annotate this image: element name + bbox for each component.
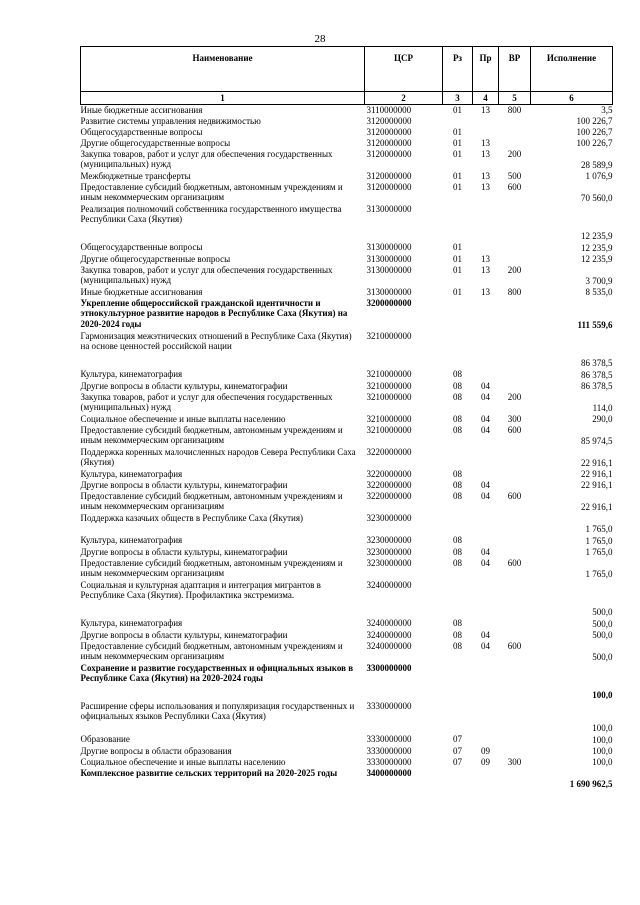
row-vr: 600 bbox=[507, 424, 522, 435]
row-pr bbox=[473, 663, 499, 701]
row-vr: 200 bbox=[507, 391, 522, 402]
row-csr: 3220000000 bbox=[366, 479, 412, 490]
row-rz bbox=[443, 701, 473, 734]
row-rz: 08 bbox=[453, 368, 462, 379]
row-vr bbox=[499, 663, 531, 701]
row-exec: 22 916,1 bbox=[581, 480, 613, 490]
row-pr bbox=[473, 734, 499, 746]
table-row bbox=[81, 701, 613, 734]
row-exec: 500,0 bbox=[592, 630, 613, 640]
row-rz: 01 bbox=[453, 286, 462, 297]
row-csr: 3240000000 bbox=[366, 640, 412, 651]
table-row bbox=[81, 138, 613, 149]
row-name: Другие вопросы в области культуры, кинематографии bbox=[80, 479, 288, 490]
row-pr: 04 bbox=[481, 413, 490, 424]
table-row bbox=[81, 171, 613, 182]
row-exec: 290,0 bbox=[592, 414, 613, 424]
table-row bbox=[81, 105, 613, 116]
row-name: Общегосударственные вопросы bbox=[80, 126, 203, 137]
table-row bbox=[81, 447, 613, 469]
row-csr: 3120000000 bbox=[366, 170, 412, 181]
row-vr: 600 bbox=[507, 181, 522, 192]
row-exec: 70 560,0 bbox=[581, 193, 613, 203]
table-row bbox=[81, 287, 613, 298]
row-rz: 01 bbox=[453, 170, 462, 181]
table-row bbox=[81, 663, 613, 701]
row-pr bbox=[473, 204, 499, 242]
header-vr: ВР bbox=[499, 47, 531, 92]
budget-table bbox=[80, 46, 613, 790]
header-number: 3 bbox=[443, 92, 473, 105]
row-exec: 1 076,9 bbox=[585, 171, 613, 181]
table-row bbox=[81, 547, 613, 558]
row-rz: 01 bbox=[453, 148, 462, 159]
row-vr bbox=[499, 116, 531, 127]
row-name: Иные бюджетные ассигнования bbox=[80, 105, 203, 115]
row-exec: 1 765,0 bbox=[585, 547, 613, 557]
row-rz bbox=[443, 298, 473, 331]
row-vr bbox=[499, 381, 531, 392]
row-pr: 13 bbox=[481, 137, 490, 148]
row-pr: 04 bbox=[481, 490, 490, 501]
row-pr: 04 bbox=[481, 424, 490, 435]
table-row bbox=[81, 618, 613, 630]
table-row bbox=[81, 746, 613, 757]
row-pr: 13 bbox=[481, 264, 490, 275]
row-pr: 13 bbox=[481, 253, 490, 264]
row-exec: 86 378,5 bbox=[581, 370, 613, 380]
row-name: Другие общегосударственные вопросы bbox=[80, 253, 231, 264]
row-name: Культура, кинематография bbox=[80, 617, 183, 628]
row-vr bbox=[499, 127, 531, 138]
row-exec: 1 690 962,5 bbox=[569, 779, 613, 789]
row-vr: 300 bbox=[507, 413, 522, 424]
table-row bbox=[81, 381, 613, 392]
row-name: Предоставление субсидий бюджетным, автономным учреждениям и иным некоммерческим организациям bbox=[80, 181, 343, 202]
row-vr: 600 bbox=[507, 490, 522, 501]
row-exec: 1 765,0 bbox=[585, 536, 613, 546]
row-csr: 3330000000 bbox=[366, 756, 412, 767]
row-name: Образование bbox=[80, 733, 130, 744]
row-csr: 3210000000 bbox=[366, 424, 412, 435]
row-csr: 3220000000 bbox=[366, 446, 412, 457]
row-pr: 09 bbox=[481, 756, 490, 767]
row-csr: 3300000000 bbox=[366, 662, 412, 673]
row-exec: 500,0 bbox=[592, 652, 613, 662]
table-row bbox=[81, 182, 613, 204]
row-rz: 08 bbox=[453, 617, 462, 628]
table-row bbox=[81, 491, 613, 513]
row-rz: 07 bbox=[453, 756, 462, 767]
row-rz: 08 bbox=[453, 380, 462, 391]
table-row bbox=[81, 298, 613, 331]
row-rz: 08 bbox=[453, 391, 462, 402]
row-exec: 12 235,9 bbox=[581, 254, 613, 264]
header-name: Наименование bbox=[81, 47, 365, 92]
row-vr bbox=[499, 469, 531, 480]
row-name: Культура, кинематография bbox=[80, 534, 183, 545]
row-name: Культура, кинематография bbox=[80, 368, 183, 379]
row-exec: 8 535,0 bbox=[585, 287, 613, 297]
row-pr: 04 bbox=[481, 546, 490, 557]
row-rz: 01 bbox=[453, 253, 462, 264]
row-pr bbox=[473, 369, 499, 381]
table-row bbox=[81, 254, 613, 265]
row-csr: 3210000000 bbox=[366, 330, 412, 341]
row-vr bbox=[499, 746, 531, 757]
row-vr: 500 bbox=[507, 170, 522, 181]
row-name: Закупка товаров, работ и услуг для обеспечения государственных (муниципальных) нужд bbox=[80, 148, 333, 169]
row-rz: 01 bbox=[453, 241, 462, 252]
row-rz: 08 bbox=[453, 534, 462, 545]
row-vr bbox=[499, 242, 531, 254]
row-vr bbox=[499, 298, 531, 331]
row-pr bbox=[473, 447, 499, 469]
row-csr: 3120000000 bbox=[366, 126, 412, 137]
row-pr: 13 bbox=[481, 286, 490, 297]
row-csr: 3240000000 bbox=[366, 579, 412, 590]
row-name: Другие вопросы в области культуры, кинематографии bbox=[80, 629, 288, 640]
header-number: 2 bbox=[365, 92, 443, 105]
row-vr bbox=[499, 580, 531, 618]
row-name: Предоставление субсидий бюджетным, автономным учреждениям и иным некоммерческим организациям bbox=[80, 640, 343, 661]
header-rz: Рз bbox=[443, 47, 473, 92]
row-exec: 86 378,5 bbox=[581, 381, 613, 391]
row-exec: 22 916,1 bbox=[581, 469, 613, 479]
row-csr: 3230000000 bbox=[366, 546, 412, 557]
row-name: Общегосударственные вопросы bbox=[80, 241, 203, 252]
row-csr: 3220000000 bbox=[366, 490, 412, 501]
table-row bbox=[81, 265, 613, 287]
row-vr: 200 bbox=[507, 264, 522, 275]
table-row bbox=[81, 630, 613, 641]
row-rz: 08 bbox=[453, 490, 462, 501]
row-pr bbox=[473, 701, 499, 734]
row-exec: 85 974,5 bbox=[581, 436, 613, 446]
table-row bbox=[81, 392, 613, 414]
row-rz: 07 bbox=[453, 745, 462, 756]
row-csr: 3120000000 bbox=[366, 181, 412, 192]
row-pr bbox=[473, 242, 499, 254]
row-name: Реализация полномочий собственника государственного имущества Республики Саха (Якутия) bbox=[80, 203, 342, 224]
row-exec: 86 378,5 bbox=[581, 358, 613, 368]
table-row bbox=[81, 414, 613, 425]
table-body bbox=[81, 105, 613, 790]
table-row bbox=[81, 768, 613, 790]
row-name: Другие общегосударственные вопросы bbox=[80, 137, 231, 148]
row-exec: 3,5 bbox=[601, 105, 613, 115]
table-row bbox=[81, 558, 613, 580]
row-csr: 3230000000 bbox=[366, 534, 412, 545]
row-name: Другие вопросы в области образования bbox=[80, 745, 232, 756]
row-csr: 3120000000 bbox=[366, 137, 412, 148]
table-row bbox=[81, 734, 613, 746]
row-pr: 09 bbox=[481, 745, 490, 756]
row-csr: 3210000000 bbox=[366, 413, 412, 424]
row-exec: 22 916,1 bbox=[581, 458, 613, 468]
header-number: 1 bbox=[81, 92, 365, 105]
row-pr: 04 bbox=[481, 380, 490, 391]
row-rz bbox=[443, 447, 473, 469]
row-exec: 100,0 bbox=[592, 746, 613, 756]
row-pr: 04 bbox=[481, 629, 490, 640]
row-csr: 3120000000 bbox=[366, 115, 412, 126]
row-name: Социальное обеспечение и иные выплаты населению bbox=[80, 413, 286, 424]
row-name: Поддержка коренных малочисленных народов Севера Республики Саха (Якутия) bbox=[80, 446, 356, 467]
table-row bbox=[81, 242, 613, 254]
row-vr bbox=[499, 204, 531, 242]
row-rz: 01 bbox=[453, 105, 462, 115]
row-rz: 01 bbox=[453, 264, 462, 275]
table-row bbox=[81, 425, 613, 447]
row-exec: 100,0 bbox=[592, 735, 613, 745]
row-vr bbox=[499, 618, 531, 630]
row-name: Расширение сферы использования и популяризация государственных и официальных языков Республики Саха (Якутия) bbox=[80, 700, 355, 721]
row-csr: 3240000000 bbox=[366, 629, 412, 640]
table-row bbox=[81, 535, 613, 547]
row-vr: 600 bbox=[507, 557, 522, 568]
table-row bbox=[81, 116, 613, 127]
row-csr: 3210000000 bbox=[366, 391, 412, 402]
row-pr bbox=[473, 618, 499, 630]
row-exec: 28 589,9 bbox=[581, 160, 613, 170]
row-rz: 08 bbox=[453, 479, 462, 490]
row-pr: 13 bbox=[481, 170, 490, 181]
row-vr bbox=[499, 369, 531, 381]
row-csr: 3110000000 bbox=[366, 105, 412, 115]
row-vr bbox=[499, 331, 531, 369]
row-rz bbox=[443, 331, 473, 369]
row-name: Социальная и культурная адаптация и интеграция мигрантов в Республике Саха (Якутия). Профилактика экстремизма. bbox=[80, 579, 321, 600]
row-name: Развитие системы управления недвижимостью bbox=[80, 115, 261, 126]
row-csr: 3330000000 bbox=[366, 700, 412, 711]
row-name: Комплексное развитие сельских территорий на 2020-2025 годы bbox=[80, 767, 338, 778]
table-row bbox=[81, 513, 613, 535]
budget-table-container bbox=[80, 46, 612, 790]
table-row bbox=[81, 580, 613, 618]
row-csr: 3400000000 bbox=[366, 767, 412, 778]
row-vr bbox=[499, 547, 531, 558]
row-csr: 3240000000 bbox=[366, 617, 412, 628]
row-csr: 3330000000 bbox=[366, 733, 412, 744]
row-rz bbox=[443, 580, 473, 618]
row-name: Сохранение и развитие государственных и официальных языков в Республике Саха (Якутия) на 2020-2024 годы bbox=[80, 662, 354, 683]
row-vr bbox=[499, 447, 531, 469]
row-pr bbox=[473, 127, 499, 138]
table-row bbox=[81, 757, 613, 768]
row-exec: 100,0 bbox=[592, 690, 613, 700]
row-vr bbox=[499, 768, 531, 790]
row-name: Закупка товаров, работ и услуг для обеспечения государственных (муниципальных) нужд bbox=[80, 264, 333, 285]
row-name: Культура, кинематография bbox=[80, 468, 183, 479]
row-csr: 3120000000 bbox=[366, 148, 412, 159]
row-rz: 08 bbox=[453, 640, 462, 651]
row-exec: 1 765,0 bbox=[585, 524, 613, 534]
table-row bbox=[81, 469, 613, 480]
row-exec: 500,0 bbox=[592, 619, 613, 629]
row-exec: 100,0 bbox=[592, 723, 613, 733]
row-name: Укрепление общероссийской гражданской идентичности и этнокультурное развитие народов в Республике Саха (Якутия) на 2020-2024 годы bbox=[80, 297, 348, 329]
row-csr: 3330000000 bbox=[366, 745, 412, 756]
row-pr bbox=[473, 535, 499, 547]
row-csr: 3130000000 bbox=[366, 253, 412, 264]
row-csr: 3200000000 bbox=[366, 297, 412, 308]
header-pr: Пр bbox=[473, 47, 499, 92]
table-row bbox=[81, 641, 613, 663]
row-exec: 111 559,6 bbox=[577, 320, 613, 330]
row-csr: 3210000000 bbox=[366, 368, 412, 379]
row-name: Другие вопросы в области культуры, кинематографии bbox=[80, 546, 288, 557]
row-csr: 3130000000 bbox=[366, 203, 412, 214]
row-name: Предоставление субсидий бюджетным, автономным учреждениям и иным некоммерческим организациям bbox=[80, 424, 343, 445]
row-pr bbox=[473, 331, 499, 369]
row-name: Социальное обеспечение и иные выплаты населению bbox=[80, 756, 286, 767]
row-name: Межбюджетные трансферты bbox=[80, 170, 191, 181]
row-name: Гармонизация межэтнических отношений в Республике Саха (Якутия) на основе ценностей российской нации bbox=[80, 330, 352, 351]
row-csr: 3210000000 bbox=[366, 380, 412, 391]
row-pr: 04 bbox=[481, 479, 490, 490]
row-vr bbox=[499, 254, 531, 265]
row-exec: 3 700,9 bbox=[585, 276, 613, 286]
row-pr: 04 bbox=[481, 391, 490, 402]
row-pr: 13 bbox=[481, 181, 490, 192]
row-rz bbox=[443, 513, 473, 535]
row-rz: 07 bbox=[453, 733, 462, 744]
row-exec: 100,0 bbox=[592, 757, 613, 767]
row-vr bbox=[499, 535, 531, 547]
row-rz bbox=[443, 116, 473, 127]
row-vr bbox=[499, 138, 531, 149]
row-vr bbox=[499, 630, 531, 641]
row-vr: 600 bbox=[507, 640, 522, 651]
row-pr bbox=[473, 116, 499, 127]
table-row bbox=[81, 331, 613, 369]
row-name: Поддержка казачьих обществ в Республике Саха (Якутия) bbox=[80, 512, 303, 523]
row-vr: 300 bbox=[507, 756, 522, 767]
table-row bbox=[81, 480, 613, 491]
row-pr bbox=[473, 513, 499, 535]
row-name: Закупка товаров, работ и услуг для обеспечения государственных (муниципальных) нужд bbox=[80, 391, 333, 412]
table-header bbox=[81, 47, 613, 105]
table-row bbox=[81, 127, 613, 138]
header-csr: ЦСР bbox=[365, 47, 443, 92]
header-number: 4 bbox=[473, 92, 499, 105]
row-exec: 100 226,7 bbox=[576, 116, 613, 126]
row-pr bbox=[473, 298, 499, 331]
row-exec: 100 226,7 bbox=[576, 138, 613, 148]
row-vr: 200 bbox=[507, 148, 522, 159]
row-pr: 04 bbox=[481, 557, 490, 568]
table-row bbox=[81, 149, 613, 171]
row-rz: 01 bbox=[453, 137, 462, 148]
row-rz: 08 bbox=[453, 424, 462, 435]
row-rz bbox=[443, 663, 473, 701]
row-pr: 04 bbox=[481, 640, 490, 651]
row-csr: 3230000000 bbox=[366, 557, 412, 568]
row-csr: 3130000000 bbox=[366, 264, 412, 275]
row-pr bbox=[473, 469, 499, 480]
row-rz bbox=[443, 768, 473, 790]
row-vr: 800 bbox=[507, 105, 522, 115]
row-csr: 3130000000 bbox=[366, 241, 412, 252]
row-name: Предоставление субсидий бюджетным, автономным учреждениям и иным некоммерческим организациям bbox=[80, 557, 343, 578]
row-csr: 3230000000 bbox=[366, 512, 412, 523]
row-vr: 800 bbox=[507, 286, 522, 297]
table-row bbox=[81, 369, 613, 381]
row-exec: 114,0 bbox=[592, 403, 613, 413]
row-rz: 08 bbox=[453, 468, 462, 479]
row-exec: 1 765,0 bbox=[585, 569, 613, 579]
row-pr: 13 bbox=[481, 105, 490, 115]
row-rz: 08 bbox=[453, 557, 462, 568]
row-pr bbox=[473, 580, 499, 618]
row-vr bbox=[499, 701, 531, 734]
header-number: 6 bbox=[531, 92, 613, 105]
row-vr bbox=[499, 734, 531, 746]
row-rz: 08 bbox=[453, 413, 462, 424]
row-rz: 01 bbox=[453, 126, 462, 137]
row-exec: 500,0 bbox=[592, 607, 613, 617]
row-rz: 08 bbox=[453, 629, 462, 640]
row-vr bbox=[499, 480, 531, 491]
page-number: 28 bbox=[314, 33, 326, 45]
row-rz bbox=[443, 204, 473, 242]
row-vr bbox=[499, 513, 531, 535]
header-exec: Исполнение bbox=[531, 47, 613, 92]
row-name: Предоставление субсидий бюджетным, автономным учреждениям и иным некоммерческим организациям bbox=[80, 490, 343, 511]
row-csr: 3130000000 bbox=[366, 286, 412, 297]
row-exec: 22 916,1 bbox=[581, 502, 613, 512]
row-rz: 08 bbox=[453, 546, 462, 557]
row-exec: 100 226,7 bbox=[576, 127, 613, 137]
row-pr: 13 bbox=[481, 148, 490, 159]
table-row bbox=[81, 204, 613, 242]
row-csr: 3220000000 bbox=[366, 468, 412, 479]
header-number: 5 bbox=[499, 92, 531, 105]
row-name: Иные бюджетные ассигнования bbox=[80, 286, 203, 297]
row-pr bbox=[473, 768, 499, 790]
row-name: Другие вопросы в области культуры, кинематографии bbox=[80, 380, 288, 391]
row-exec: 12 235,9 bbox=[581, 243, 613, 253]
row-exec: 12 235,9 bbox=[581, 231, 613, 241]
row-rz: 01 bbox=[453, 181, 462, 192]
